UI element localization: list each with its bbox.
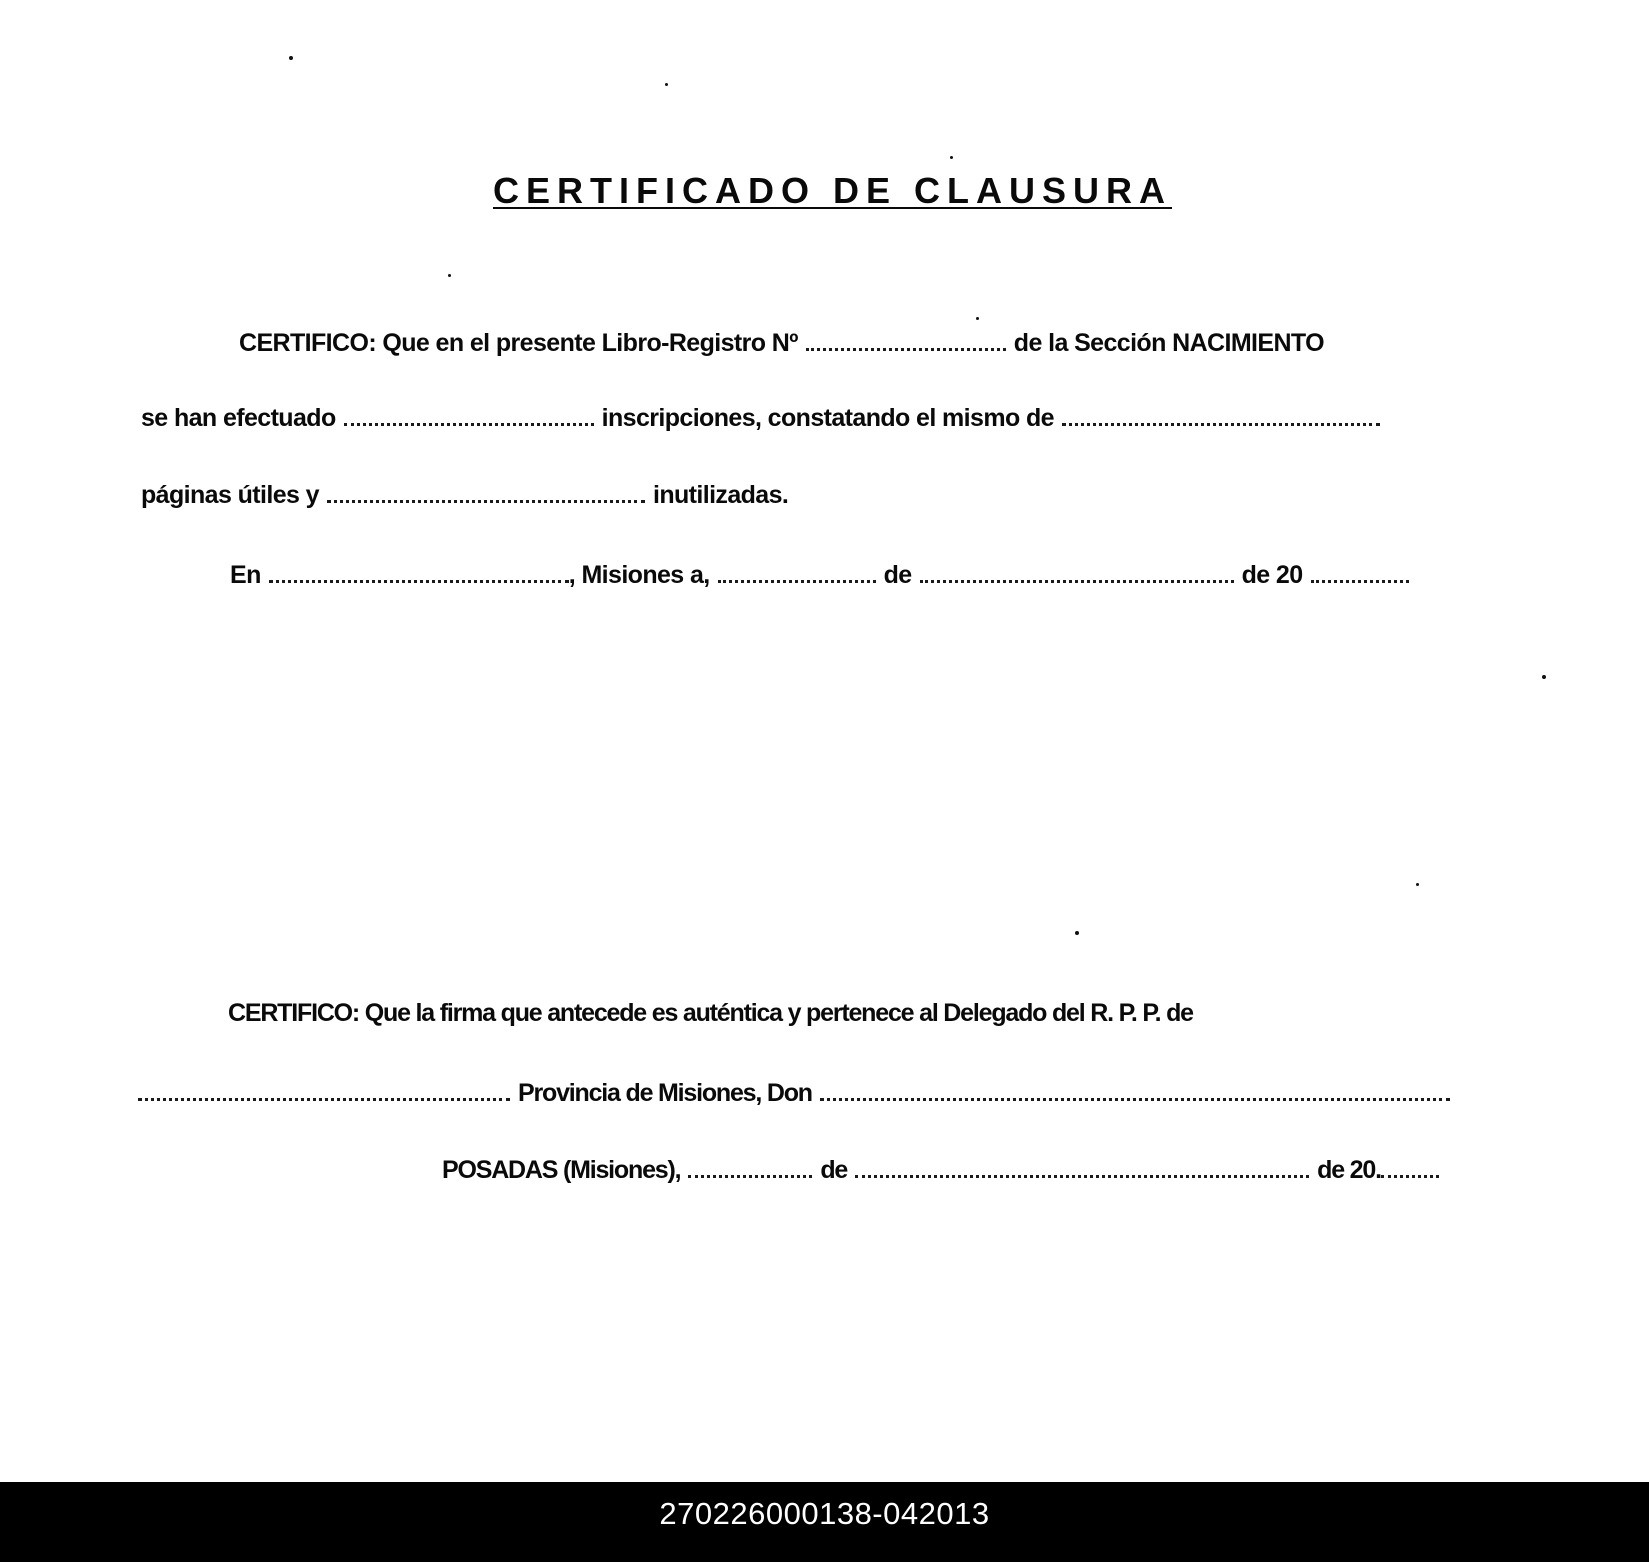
certify-line-3 [141,480,788,510]
authenticity-line-1 [228,998,1193,1028]
scan-speck [950,156,953,159]
blank-unused-pages [327,500,645,503]
certify-line-2-lead: se han efectuado [141,404,336,432]
blank-month-2 [855,1175,1309,1178]
date-line-de-1: de [883,561,912,589]
date-line-city: , Misiones a, [568,561,710,589]
authenticity-line-1-text: CERTIFICO: Que la firma que antecede es auténtica y pertenece al Delegado del R. P. P. de [228,999,1193,1027]
blank-pages-count [1062,423,1380,426]
certify-line-2-middle: inscripciones, constatando el mismo de [601,404,1054,432]
scan-speck [1075,931,1079,935]
certify-line-3-lead: páginas útiles y [141,481,319,509]
blank-year-2 [1381,1175,1439,1178]
blank-day [718,580,876,583]
blank-delegate-name [820,1098,1450,1101]
scan-speck [289,56,293,60]
blank-month [920,580,1234,583]
scan-speck [976,317,979,320]
blank-delegation [138,1098,510,1101]
date-line-de-2: de 20 [1241,561,1303,589]
scan-speck [1542,675,1546,679]
scan-speck [448,274,451,277]
blank-place [269,580,569,583]
blank-day-2 [688,1175,812,1178]
posadas-lead: POSADAS (Misiones), [442,1156,681,1184]
posadas-de-2: de 20. [1317,1156,1381,1184]
blank-book-number [806,348,1006,351]
date-line-lead: En [230,561,261,589]
scan-speck [1416,883,1419,886]
scan-id-code: 270226000138-042013 [659,1496,990,1531]
certify-date-line [230,560,1417,590]
certify-line-1-lead: CERTIFICO: Que en el presente Libro-Registro Nº [239,329,798,357]
certify-line-1 [239,328,1324,358]
authenticity-line-2 [134,1078,1458,1108]
certify-line-1-tail: de la Sección NACIMIENTO [1013,329,1324,357]
blank-inscriptions-count [344,423,594,426]
authenticity-date-line [442,1155,1447,1185]
document-title: CERTIFICADO DE CLAUSURA [493,170,1172,211]
posadas-de-1: de [820,1156,848,1184]
certify-line-3-tail: inutilizadas. [652,481,789,509]
scan-speck [665,83,668,86]
certify-line-2 [141,403,1388,433]
blank-year [1311,580,1409,583]
authenticity-line-2-middle: Provincia de Misiones, Don [518,1079,812,1107]
